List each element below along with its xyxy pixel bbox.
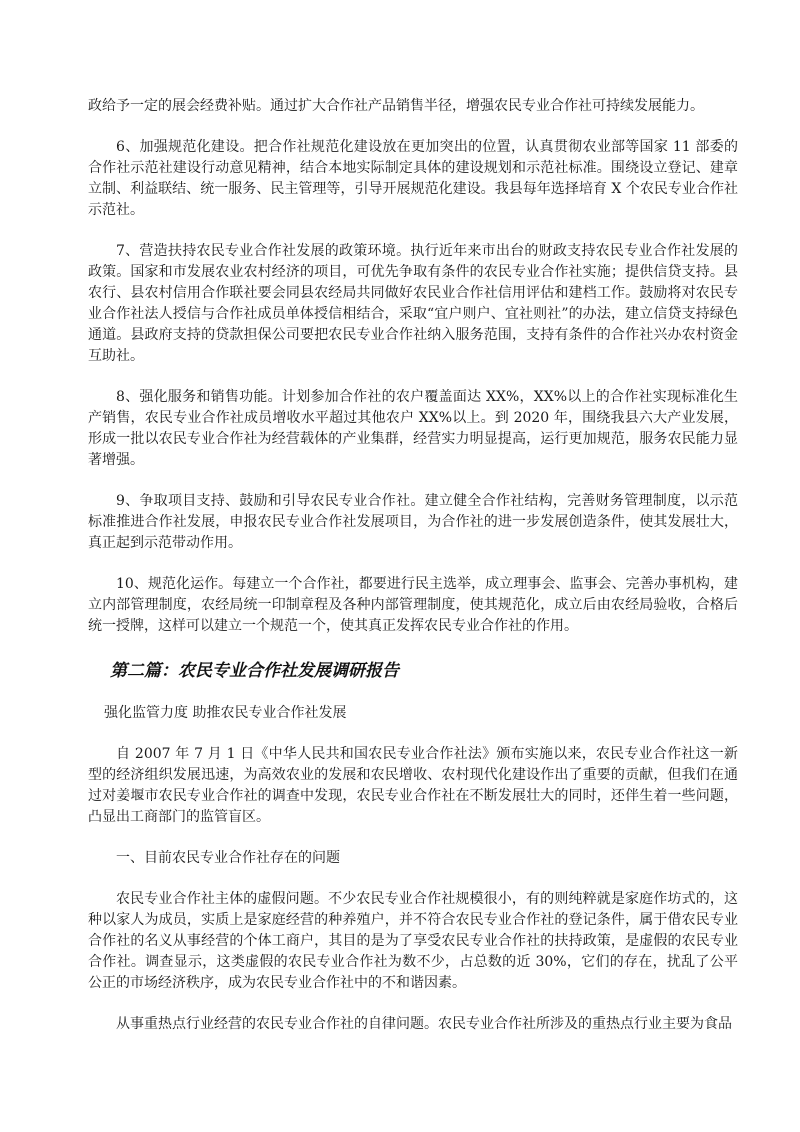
article-subtitle: 强化监管力度 助推农民专业合作社发展 xyxy=(104,705,347,721)
paragraph: 7、营造扶持农民专业合作社发展的政策环境。执行近年来市出台的财政支持农民专业合作社发展的政策。国家和市发展农业农村经济的项目，可优先争取有条件的农民专业合作社实施；提供信贷支持。县农行、县农村信用合作联社要会同县农经局共同做好农民业合作社信用评估和建档工作。鼓励将对农民专业合作社法人授信与合作社成员单体授信相结合，采取“宜户则户、宜社则社”的办法，建立信贷支持绿色通道。县政府支持的贷款担保公司要把农民专业合作社纳入服务范围，支持有条件的合作社兴办农村资金互助社。 xyxy=(88,243,738,364)
paragraph: 自 2007 年 7 月 1 日《中华人民共和国农民专业合作社法》颁布实施以来，农民专业合作社这一新型的经济组织发展迅速，为高效农业的发展和农民增收、农村现代化建设作出了重要的贡献，但我们在通过对姜堰市农民专业合作社的调查中发现，农民专业合作社在不断发展壮大的同时，还伴生着一些问题，凸显出工商部门的监管盲区。 xyxy=(88,746,738,825)
paragraph: 8、强化服务和销售功能。计划参加合作社的农户覆盖面达 XX%，XX%以上的合作社实现标准化生 产销售，农民专业合作社成员增收水平超过其他农户 XX%以上。到 2020 年，围绕我县六大产业发展，形成一批以农民专业合作社为经营载体的产业集群，经营实力明显提高，运行更加规范，服务农民能力显著增强。 xyxy=(88,389,738,468)
paragraph: 政给予一定的展会经费补贴。通过扩大合作社产品销售半径，增强农民专业合作社可持续发展能力。 xyxy=(88,98,704,114)
paragraph: 10、规范化运作。每建立一个合作社，都要进行民主选举，成立理事会、监事会、完善办事机构，建立内部管理制度，农经局统一印制章程及各种内部管理制度，使其规范化，成立后由农经局验收，合格后统一授牌，这样可以建立一个规范一个，使其真正发挥农民专业合作社的作用。 xyxy=(88,576,738,634)
subsection-heading: 一、目前农民专业合作社存在的问题 xyxy=(116,850,340,866)
paragraph: 9、争取项目支持、鼓励和引导农民专业合作社。建立健全合作社结构，完善财务管理制度，以示范标准推进合作社发展，申报农民专业合作社发展项目，为合作社的进一步发展创造条件，使其发展壮大，真正起到示范带动作用。 xyxy=(88,493,738,551)
paragraph: 从事重热点行业经营的农民专业合作社的自律问题。农民专业合作社所涉及的重热点行业主要为食品 xyxy=(116,1016,732,1032)
paragraph: 农民专业合作社主体的虚假问题。不少农民专业合作社规模很小，有的则纯粹就是家庭作坊式的，这种以家人为成员，实质上是家庭经营的种养殖户，并不符合农民专业合作社的登记条件，属于借农民专业合作社的名义从事经营的个体工商户，其目的是为了享受农民专业合作社的扶持政策，是虚假的农民专业合作社。调查显示，这类虚假的农民专业合作社为数不少，占总数的近 30%，它们的存在，扰乱了公平公正的市场经济秩序，成为农民专业合作社中的不和谐因素。 xyxy=(88,891,738,991)
paragraph: 6、加强规范化建设。把合作社规范化建设放在更加突出的位置，认真贯彻农业部等国家 11 部委的合作社示范社建设行动意见精神，结合本地实际制定具体的建设规划和示范社标准。围绕设立登记、建章立制、利益联结、统一服务、民主管理等，引导开展规范化建设。我县每年选择培育 X 个农民专业合作社示范社。 xyxy=(88,139,738,218)
section-heading: 第二篇：农民专业合作社发展调研报告 xyxy=(110,661,399,681)
